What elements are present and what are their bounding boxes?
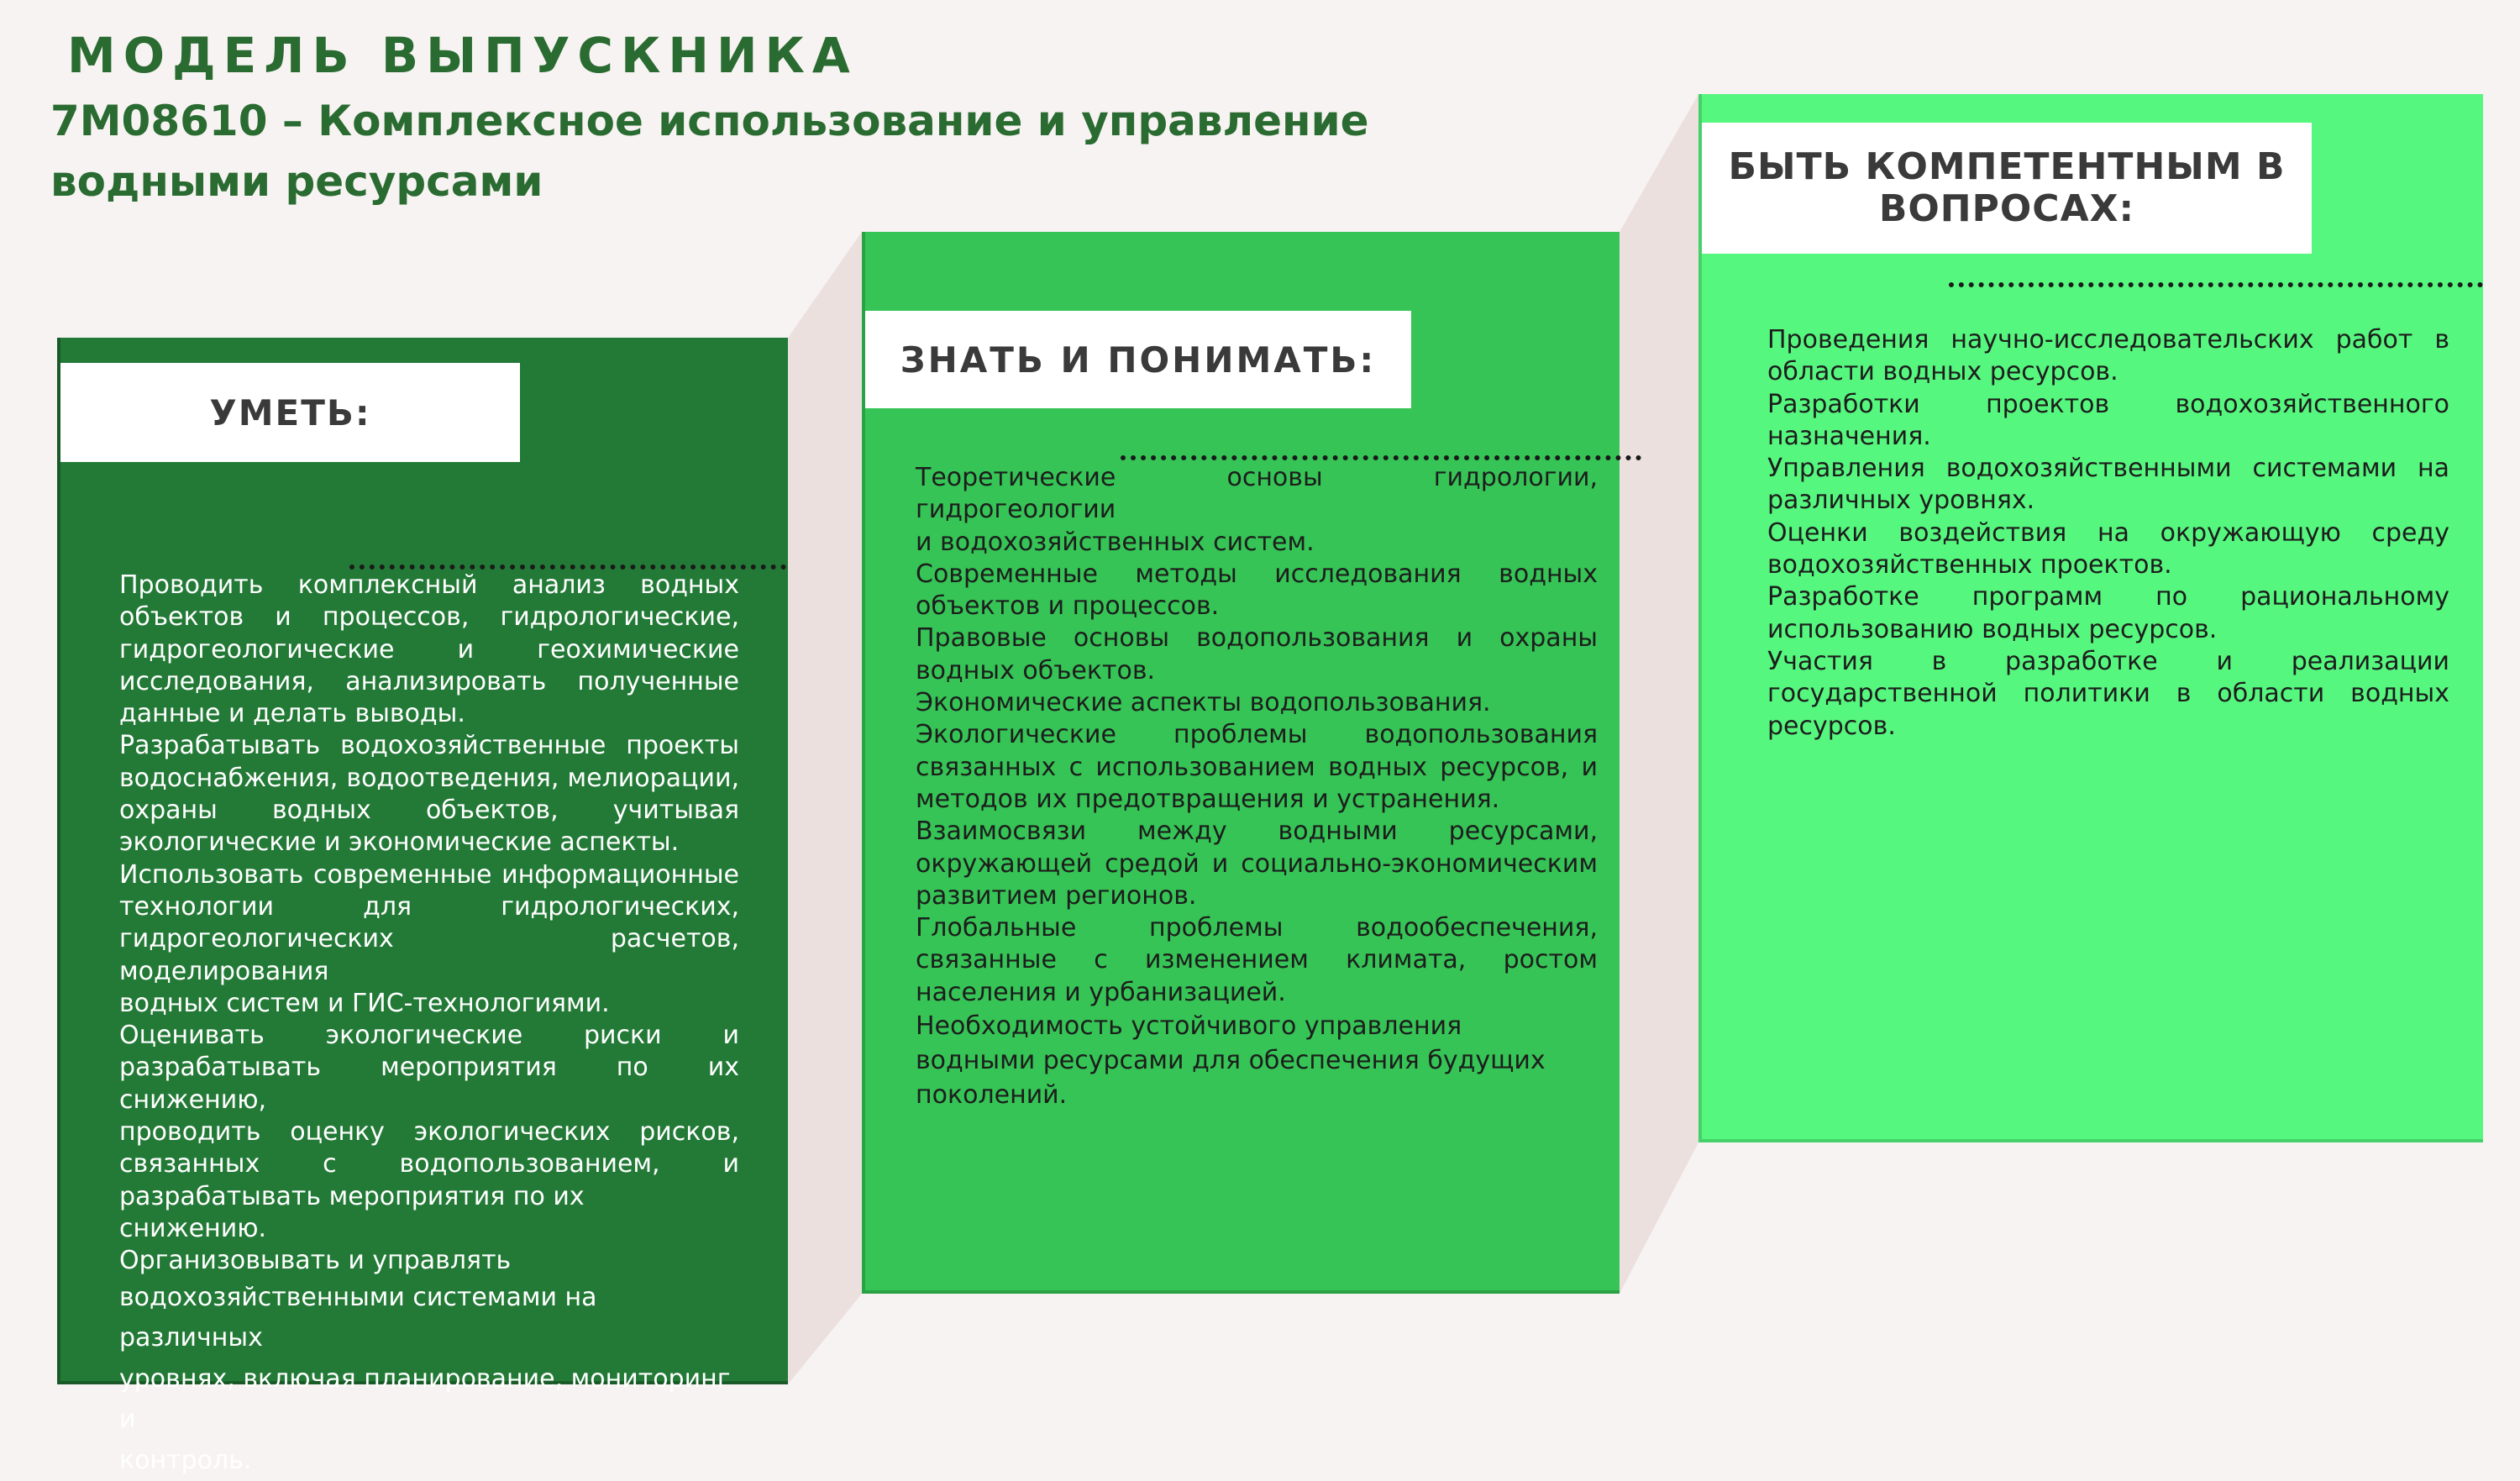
page-title: МОДЕЛЬ ВЫПУСКНИКА xyxy=(67,27,858,84)
text-line: водохозяйственными системами на различных xyxy=(119,1282,597,1353)
text-line: различных уровнях. xyxy=(1767,486,2035,516)
text-line: гидрогеологических расчетов, моделирования xyxy=(119,924,739,986)
text-line: Глобальные проблемы водообеспечения, xyxy=(916,913,1598,943)
text-line: использованию водных ресурсов. xyxy=(1767,614,2218,644)
text-line: Управления водохозяйственными системами на xyxy=(1767,454,2449,484)
text-line: и водохозяйственных систем. xyxy=(916,527,1315,557)
text-line: Оценивать экологические риски и xyxy=(119,1021,739,1051)
text-line: Оценки воздействия на окружающую среду xyxy=(1767,517,2449,548)
text-line: объектов и процессов. xyxy=(916,591,1220,622)
text-line: области водных ресурсов. xyxy=(1767,357,2118,387)
text-line: связанных с использованием водных ресурсов, и xyxy=(916,752,1598,782)
text-line: государственной политики в области водных xyxy=(1767,679,2449,709)
text-line: гидрогеологические и геохимические xyxy=(119,634,739,664)
text-line: развитием регионов. xyxy=(916,880,1197,911)
text-line: водохозяйственных проектов. xyxy=(1767,550,2172,580)
competence-text xyxy=(1767,324,2449,743)
knowledge-panel xyxy=(862,232,1620,1294)
text-line: охраны водных объектов, учитывая xyxy=(119,796,739,826)
knowledge-text xyxy=(916,462,1598,1112)
text-line: водных систем и ГИС-технологиями. xyxy=(119,988,610,1018)
text-line: ресурсов. xyxy=(1767,711,1896,741)
skills-panel xyxy=(57,338,788,1475)
connector-left xyxy=(788,232,862,1384)
text-line: контроль. xyxy=(119,1445,252,1475)
text-line: Необходимость устойчивого управления xyxy=(916,1011,1462,1042)
skills-text xyxy=(119,570,739,1481)
text-line: методов их предотвращения и устранения. xyxy=(916,784,1500,814)
text-line: Использовать современные информационные xyxy=(119,859,739,890)
text-line: экологические и экономические аспекты. xyxy=(119,827,680,858)
text-line: Разрабатывать водохозяйственные проекты xyxy=(119,731,739,761)
text-line: объектов и процессов, гидрологические, xyxy=(119,602,739,633)
skills-panel-label: УМЕТЬ: xyxy=(60,363,520,462)
text-line: населения и урбанизацией. xyxy=(916,977,1286,1007)
connector-right xyxy=(1620,94,1698,1294)
text-line: Организовывать и управлять xyxy=(119,1246,512,1276)
text-line: водоснабжения, водоотведения, мелиорации, xyxy=(119,763,739,793)
text-line: поколений. xyxy=(916,1080,1068,1111)
text-line: разрабатывать мероприятия по их снижению. xyxy=(119,1181,585,1243)
knowledge-panel-label: ЗНАТЬ И ПОНИМАТЬ: xyxy=(865,311,1411,408)
competence-panel xyxy=(1698,94,2483,1142)
text-line: Разработки проектов водохозяйственного xyxy=(1767,389,2449,419)
text-line: связанных с водопользованием, и xyxy=(119,1149,739,1179)
competence-panel-label: БЫТЬ КОМПЕТЕНТНЫМ В ВОПРОСАХ: xyxy=(1702,123,2312,254)
text-line: Современные методы исследования водных xyxy=(916,559,1598,589)
text-line: разрабатывать мероприятия по их снижению, xyxy=(119,1053,739,1115)
text-line: Участия в разработке и реализации xyxy=(1767,646,2449,676)
text-line: проводить оценку экологических рисков, xyxy=(119,1117,739,1148)
text-line: исследования, анализировать полученные xyxy=(119,666,739,696)
text-line: данные и делать выводы. xyxy=(119,699,465,729)
text-line: уровнях, включая планирование, мониторинг и xyxy=(119,1363,731,1435)
text-line: Теоретические основы гидрологии, гидрогеологии xyxy=(916,463,1598,525)
text-line: Правовые основы водопользования и охраны xyxy=(916,623,1598,654)
dotted-separator xyxy=(1121,455,1641,460)
text-line: Проводить комплексный анализ водных xyxy=(119,570,739,600)
text-line: технологии для гидрологических, xyxy=(119,891,739,922)
text-line: Взаимосвязи между водными ресурсами, xyxy=(916,817,1598,847)
text-line: Проведения научно-исследовательских работ в xyxy=(1767,325,2449,354)
text-line: водных объектов. xyxy=(916,655,1156,685)
text-line: Экологические проблемы водопользования xyxy=(916,720,1598,750)
text-line: связанные с изменением климата, ростом xyxy=(916,945,1598,975)
text-line: назначения. xyxy=(1767,421,1931,451)
text-line: водными ресурсами для обеспечения будущих xyxy=(916,1046,1546,1076)
dotted-separator xyxy=(1949,282,2483,287)
text-line: окружающей средой и социально-экономическим xyxy=(916,848,1598,879)
text-line: Разработке программ по рациональному xyxy=(1767,582,2449,612)
text-line: Экономические аспекты водопользования. xyxy=(916,688,1491,718)
program-subtitle: 7М08610 – Комплексное использование и управление водными ресурсами xyxy=(50,97,1369,206)
